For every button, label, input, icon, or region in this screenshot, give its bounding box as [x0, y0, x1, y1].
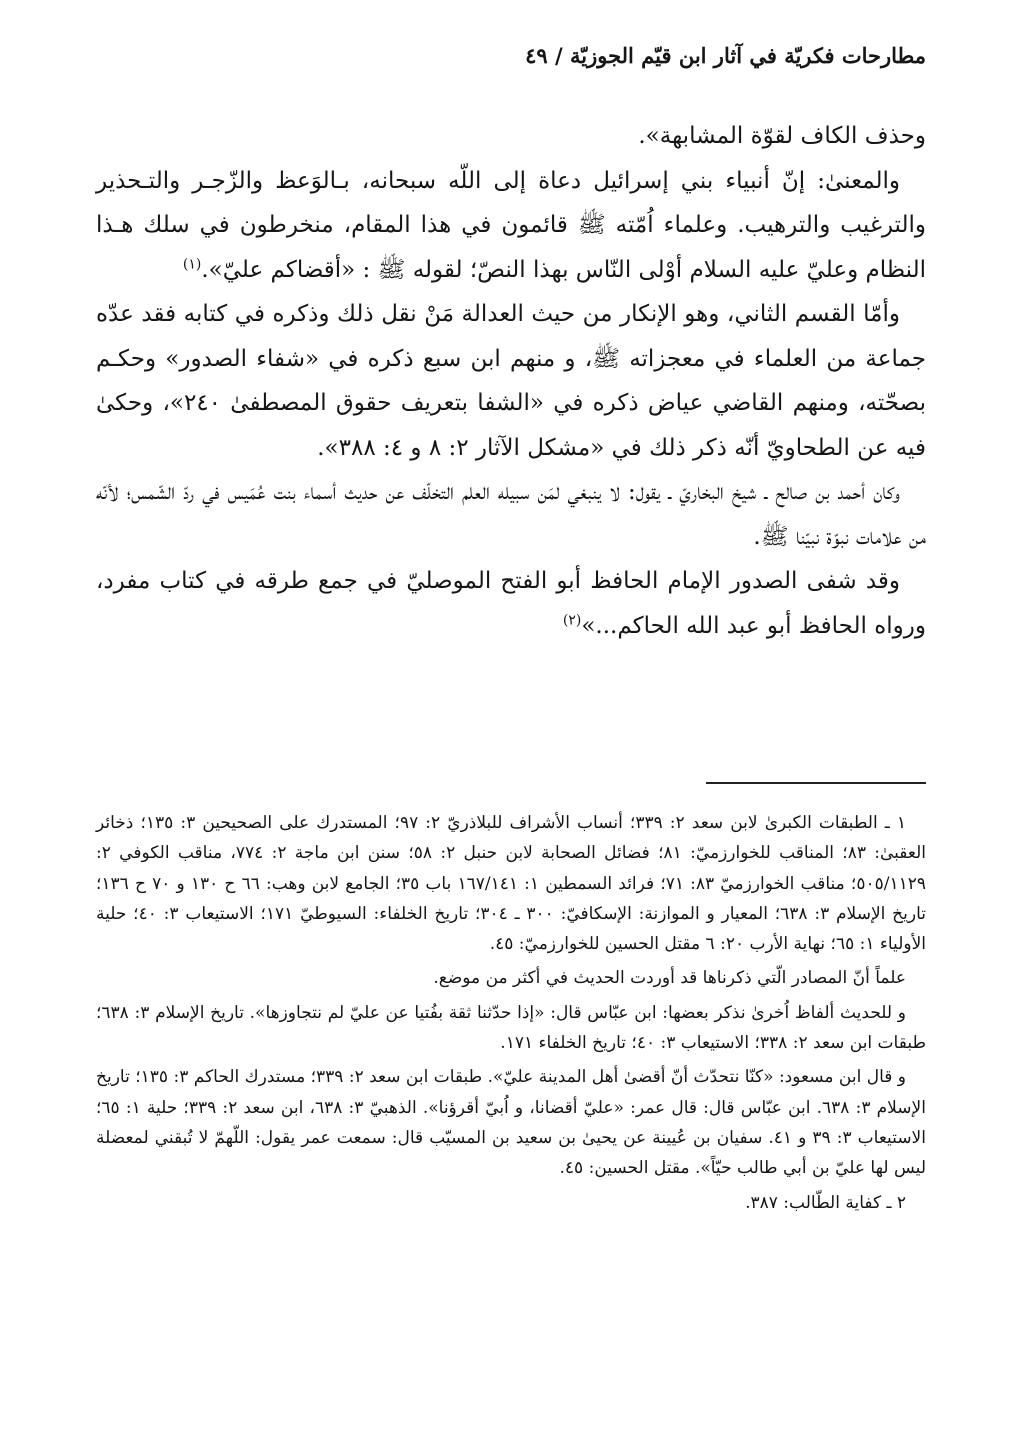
main-text — [96, 114, 926, 648]
paragraph-5 — [96, 559, 926, 648]
paragraph-2-text: والمعنىٰ: إنّ أنبياء بني إسرائيل دعاة إلى اللّه سبحانه، بـالوَعظ والزّجـر والتـحذير والترغيب والترهيب. وعلماء اُمّته ﷺ قائمون في هذا المقام، منخرطون في سلك هـذا النظام وعليّ عليه السلام أوْلى النّاس بهذا النصّ؛ لقوله ﷺ : «أقضاكم عليّ». — [96, 167, 926, 283]
running-header: مطارحات فكريّة في آثار ابن قيّم الجوزيّة / ٤٩ — [525, 43, 926, 68]
footnote-1-variants: و للحديث ألفاظ اُخرىٰ نذكر بعضها: ابن عبّاس قال: «إذا حدّثنا ثقة بفُتيا عن عليّ لم نتجاوزها». تاريخ الإسلام ٣: ٦٣٨؛ طبقات ابن سعد ٢: ٣٣٨؛ الاستيعاب ٣: ٤٠؛ تاريخ الخلفاء ١٧١. — [96, 1002, 926, 1054]
footnote-ref-2[interactable]: (٢) — [562, 611, 582, 628]
paragraph-3: وأمّا القسم الثاني، وهو الإنكار من حيث العدالة مَنْ نقل ذلك وذكره في كتابه فقد عدّه جماعة من العلماء في معجزاته ﷺ، و منهم ابن سبع ذكره في «شفاء الصدور» وحكـم بصحّته، ومنهم القاضي عياض ذكره في «الشفا بتعريف حقوق المصطفىٰ ٢٤٠»، وحكىٰ فيه عن الطحاويّ أنّه ذكر ذلك في «مشكل الآثار ٢: ٨ و ٤: ٣٨٨». — [96, 301, 926, 461]
paragraph-1: وحذف الكاف لقوّة المشابهة». — [638, 123, 926, 149]
footnote-separator — [96, 782, 926, 784]
paragraph-5-text: وقد شفى الصدور الإمام الحافظ أبو الفتح الموصليّ في جمع طرقه في كتاب مفرد، ورواه الحافظ أبو عبد الله الحاكم...» — [96, 568, 926, 639]
footnote-ref-1[interactable]: (١) — [182, 255, 202, 272]
footnote-2: ٢ ـ كفاية الطّالب: ٣٨٧. — [745, 1192, 906, 1213]
footnotes — [96, 808, 926, 1218]
footnote-rule — [706, 782, 926, 784]
footnote-1: ١ ـ الطبقات الكبرىٰ لابن سعد ٢: ٣٣٩؛ أنساب الأشراف للبلاذريّ ٢: ٩٧؛ المستدرك على الصحيحين ٣: ١٣٥؛ ذخائر العقبىٰ: ٨٣؛ المناقب للخوارزميّ: ٨١؛ فضائل الصحابة لابن حنبل ٢: ٥٨؛ سنن ابن ماجة ٢: ٧٧٤، مناقب الكوفي ٢: ٥٠٥/١١٢٩؛ مناقب الخوارزميّ ٨٣: ٧١؛ فرائد السمطين ١: ١٦٧/١٤١ باب ٣٥؛ الجامع لابن وهب: ٦٦ ح ١٣٠ و ٧٠ ح ١٣٦؛ تاريخ الإسلام ٣: ٦٣٨؛ المعيار و الموازنة: الإسكافيّ: ٣٠٠ ـ ٣٠٤؛ تاريخ الخلفاء: السيوطيّ ١٧١؛ الاستيعاب ٣: ٤٠؛ حلية الأولياء ١: ٦٥؛ نهاية الأرب ٢٠: ٦ مقتل الحسين للخوارزميّ: ٤٥. — [96, 813, 927, 955]
footnote-1-ibn-masud: و قال ابن مسعود: «كنّا نتحدّث أنّ أقضىٰ أهل المدينة عليّ». طبقات ابن سعد ٢: ٣٣٩؛ مستدرك الحاكم ٣: ١٣٥؛ تاريخ الإسلام ٣: ٦٣٨. ابن عبّاس قال: قال عمر: «عليّ أقضانا، و اُبيّ أقرؤنا». الذهبيّ ٣: ٦٣٨، ابن سعد ٢: ٣٣٩؛ حلية ١: ٦٥؛ الاستيعاب ٣: ٣٩ و ٤١. سفيان بن عُيينة عن يحيىٰ بن سعيد بن المسيّب قال: سمعت عمر يقول: اللّهمّ لا تُبقني لمعضلة ليس لها عليّ بن أبي طالب حيّاً». مقتل الحسين: ٤٥. — [96, 1067, 926, 1179]
page — [96, 36, 926, 648]
paragraph-2 — [96, 159, 926, 293]
footnote-1-note: علماً أنّ المصادر الّتي ذكرناها قد أوردت الحديث في أكثر من موضع. — [433, 968, 906, 989]
paragraph-4: وكان أحمد بن صالح ـ شيخ البخاريّ ـ يقول: لا ينبغي لمَن سبيله العلم التخلّف عن حديث أسماء بنت عُمَيس في ردّ الشّمس؛ لأنّه من علامات نبوّة نبيّنا ﷺ. — [96, 479, 926, 550]
